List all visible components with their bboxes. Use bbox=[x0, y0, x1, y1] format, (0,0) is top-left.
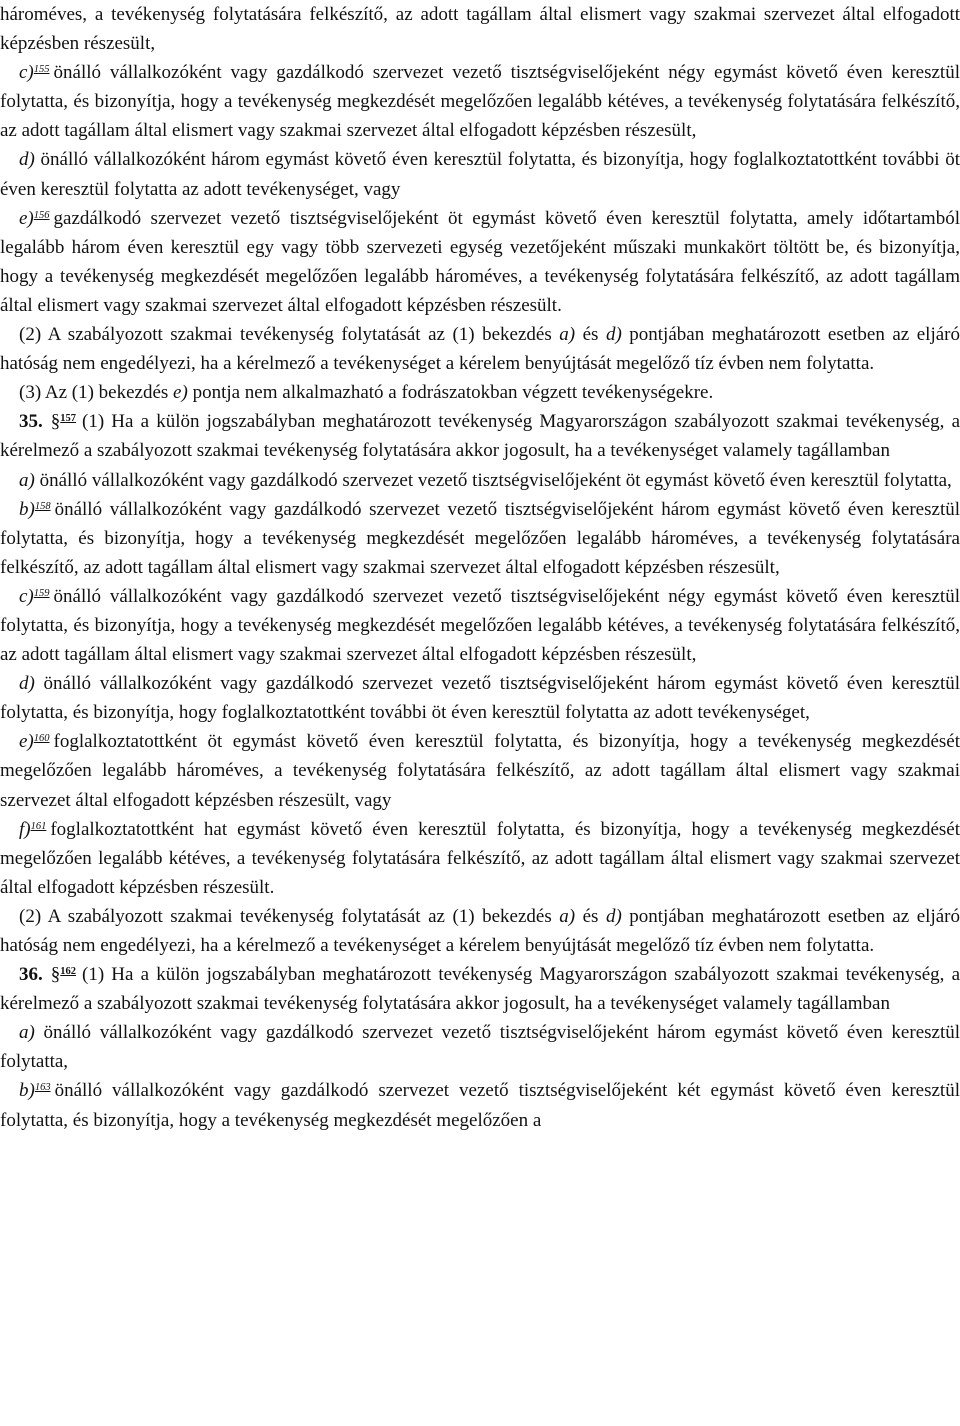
item-text: önálló vállalkozóként vagy gazdálkodó szervezet vezető tisztségviselőjeként négy egymást követő éven keresztül folytatta, és bizonyítja, hogy a tevékenység megkezdését megelőzően legalább kétéves, a tevékenység folytatására felkészítő, az adott tagállam által elismert vagy szakmai szervezet által elfogadott képzésben részesült, bbox=[0, 62, 960, 142]
section-number: 36. bbox=[19, 964, 43, 986]
list-item bbox=[0, 466, 960, 495]
section-text: (1) Ha a külön jogszabályban meghatározott tevékenység Magyarországon szabályozott szakmai tevékenység, a kérelmező a szabályozott szakmai tevékenység folytatására akkor jogosult, ha a tevékenységet valamely tagállamban bbox=[0, 411, 960, 462]
item-label: d) bbox=[19, 149, 35, 171]
section-text: (1) Ha a külön jogszabályban meghatározott tevékenység Magyarországon szabályozott szakmai tevékenység, a kérelmező a szabályozott szakmai tevékenység folytatására akkor jogosult, ha a tevékenységet valamely tagállamban bbox=[0, 964, 960, 1015]
section-paragraph bbox=[0, 960, 960, 1018]
item-text: önálló vállalkozóként vagy gazdálkodó szervezet vezető tisztségviselőjeként három egymást követő éven keresztül folytatta, bbox=[0, 1022, 960, 1073]
paragraph-text: hároméves, a tevékenység folytatására felkészítő, az adott tagállam által elismert vagy szakmai szervezet által elfogadott képzésben részesült, bbox=[0, 4, 960, 55]
point-reference: d) bbox=[605, 324, 622, 346]
list-item bbox=[0, 815, 960, 902]
paragraph-text: (3) Az (1) bekezdés bbox=[19, 382, 174, 404]
footnote-link[interactable]: 159 bbox=[33, 587, 50, 599]
paragraph bbox=[0, 902, 960, 960]
item-label: e) bbox=[19, 207, 34, 229]
footnote-link[interactable]: 157 bbox=[60, 413, 76, 425]
paragraph-text: (2) A szabályozott szakmai tevékenység folytatását az (1) bekezdés bbox=[19, 905, 560, 927]
paragraph bbox=[0, 0, 960, 58]
list-item bbox=[0, 1018, 960, 1076]
item-label: d) bbox=[19, 673, 35, 695]
paragraph-text: pontja nem alkalmazható a fodrászatokban végzett tevékenységekre. bbox=[187, 382, 714, 404]
item-text: foglalkoztatottként hat egymást követő éven keresztül folytatta, és bizonyítja, hogy a tevékenység megkezdését megelőzően legalább kétéves, a tevékenység folytatására felkészítő, az adott tagállam által elismert vagy szakmai szervezet által elfogadott képzésben részesült. bbox=[0, 818, 960, 898]
point-reference: d) bbox=[605, 905, 622, 927]
item-text: önálló vállalkozóként vagy gazdálkodó szervezet vezető tisztségviselőjeként négy egymást követő éven keresztül folytatta, és bizonyítja, hogy a tevékenység megkezdését megelőzően legalább kétéves, a tevékenység folytatására felkészítő, az adott tagállam által elismert vagy szakmai szervezet által elfogadott képzésben részesült, bbox=[0, 585, 960, 666]
point-reference: a) bbox=[559, 324, 576, 346]
list-item bbox=[0, 669, 960, 727]
footnote-link[interactable]: 156 bbox=[33, 209, 50, 221]
footnote-link[interactable]: 162 bbox=[60, 966, 76, 978]
paragraph bbox=[0, 378, 960, 407]
list-item bbox=[0, 582, 960, 669]
list-item bbox=[0, 727, 960, 814]
paragraph-text: és bbox=[575, 324, 606, 346]
point-reference: a) bbox=[559, 905, 576, 927]
footnote-link[interactable]: 160 bbox=[33, 733, 50, 745]
paragraph-text: pontjában meghatározott esetben az eljáró hatóság nem engedélyezi, ha a kérelmező a tevékenységet a kérelem benyújtását megelőző tíz évben nem folytatta. bbox=[0, 905, 960, 956]
section-symbol: § bbox=[50, 411, 61, 433]
section-number: 35. bbox=[19, 411, 43, 433]
item-label: e) bbox=[19, 731, 34, 753]
list-item bbox=[0, 495, 960, 582]
item-label: f) bbox=[19, 818, 31, 840]
item-label: b) bbox=[19, 1080, 35, 1102]
point-reference: e) bbox=[173, 382, 188, 404]
item-label: b) bbox=[19, 498, 35, 520]
item-label: c) bbox=[19, 585, 34, 607]
item-text: önálló vállalkozóként vagy gazdálkodó szervezet vezető tisztségviselőjeként három egymást követő éven keresztül folytatta, és bizonyítja, hogy foglalkoztatottként további öt éven keresztül folytatta az adott tevékenységet, bbox=[0, 673, 960, 724]
list-item bbox=[0, 1076, 960, 1134]
item-label: c) bbox=[19, 62, 34, 84]
item-text: önálló vállalkozóként vagy gazdálkodó szervezet vezető tisztségviselőjeként három egymást követő éven keresztül folytatta, és bizonyítja, hogy a tevékenység megkezdését megelőzően legalább hároméves, a tevékenység folytatására felkészítő, az adott tagállam által elismert vagy szakmai szervezet által elfogadott képzésben részesült, bbox=[0, 498, 960, 578]
section-symbol: § bbox=[50, 964, 61, 986]
item-label: a) bbox=[19, 1022, 35, 1044]
paragraph-text: (2) A szabályozott szakmai tevékenység folytatását az (1) bekezdés bbox=[19, 324, 560, 346]
section-paragraph bbox=[0, 407, 960, 465]
item-text: gazdálkodó szervezet vezető tisztségviselőjeként öt egymást követő éven keresztül folytatta, amely időtartamból legalább három éven keresztül egy vagy több szervezeti egység vezetőjeként műszaki munkakört töltött be, és bizonyítja, hogy a tevékenység megkezdését megelőzően legalább hároméves, a tevékenység folytatására felkészítő, az adott tagállam által elismert vagy szakmai szervezet által elfogadott képzésben részesült. bbox=[0, 207, 960, 316]
item-text: önálló vállalkozóként három egymást követő éven keresztül folytatta, és bizonyítja, hogy foglalkoztatottként további öt éven keresztül folytatta az adott tevékenységet, vagy bbox=[0, 149, 960, 200]
item-text: foglalkoztatottként öt egymást követő éven keresztül folytatta, és bizonyítja, hogy a tevékenység megkezdését megelőzően legalább hároméves, a tevékenység folytatására felkészítő, az adott tagállam által elismert vagy szakmai szervezet által elfogadott képzésben részesült, vagy bbox=[0, 731, 960, 811]
list-item bbox=[0, 204, 960, 320]
footnote-link[interactable]: 158 bbox=[34, 500, 51, 512]
footnote-link[interactable]: 155 bbox=[33, 64, 50, 76]
list-item bbox=[0, 145, 960, 203]
paragraph-text: pontjában meghatározott esetben az eljáró hatóság nem engedélyezi, ha a kérelmező a tevékenységet a kérelem benyújtását megelőző tíz évben nem folytatta. bbox=[0, 324, 960, 375]
footnote-link[interactable]: 163 bbox=[34, 1082, 51, 1094]
paragraph bbox=[0, 320, 960, 378]
list-item bbox=[0, 58, 960, 145]
paragraph-text: és bbox=[575, 905, 606, 927]
item-label: a) bbox=[19, 469, 35, 491]
item-text: önálló vállalkozóként vagy gazdálkodó szervezet vezető tisztségviselőjeként öt egymást követő éven keresztül folytatta, bbox=[39, 469, 952, 491]
footnote-link[interactable]: 161 bbox=[30, 820, 47, 832]
item-text: önálló vállalkozóként vagy gazdálkodó szervezet vezető tisztségviselőjeként két egymást követő éven keresztül folytatta, és bizonyítja, hogy a tevékenység megkezdését megelőzően a bbox=[0, 1080, 960, 1131]
